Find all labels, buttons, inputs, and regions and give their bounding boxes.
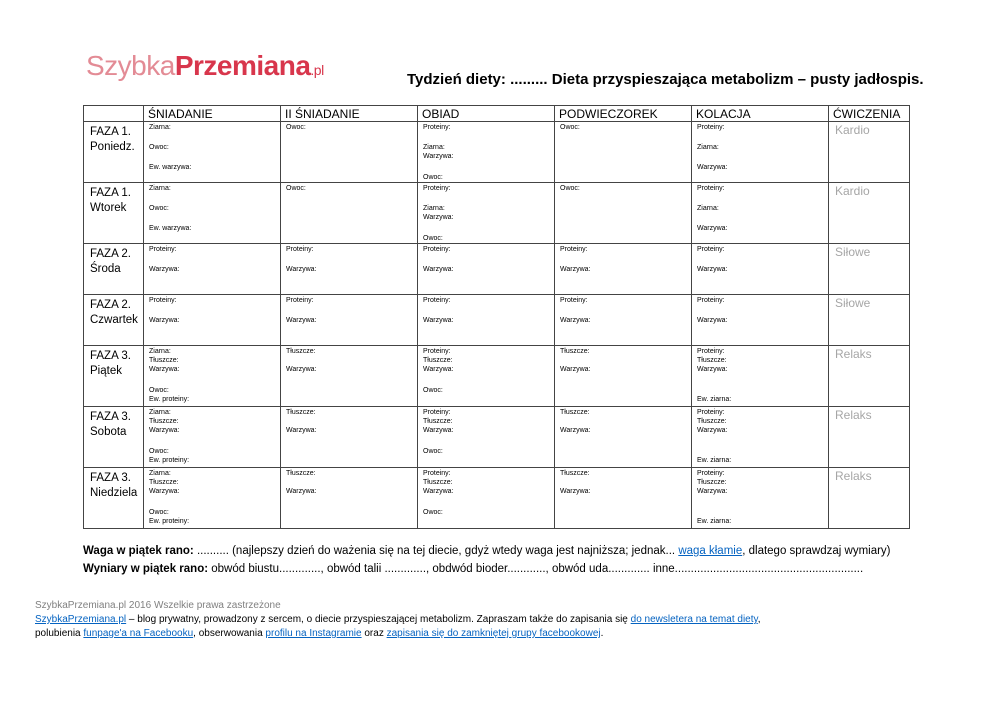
meal-field-label: Warzywa:: [697, 488, 728, 495]
day-row: [84, 244, 910, 295]
meal-field-label: Proteiny:: [286, 297, 314, 304]
footer-line-2: [35, 628, 603, 639]
meal-cell[interactable]: [555, 295, 692, 346]
day-row: [84, 183, 910, 244]
meal-field-label: Owoc:: [560, 185, 580, 192]
phase-label: FAZA 2.: [90, 299, 131, 311]
meal-cell[interactable]: [418, 468, 555, 529]
meal-field-label: Warzywa:: [697, 164, 728, 171]
meal-field-label: Owoc:: [286, 185, 306, 192]
meal-field-label: Ziarna:: [423, 144, 445, 151]
meal-field-label: Proteiny:: [697, 348, 725, 355]
meal-field-label: Proteiny:: [697, 297, 725, 304]
meal-field-label: Tłuszcze:: [423, 479, 453, 486]
meal-cell[interactable]: [281, 183, 418, 244]
meal-cell[interactable]: [692, 346, 829, 407]
meal-field-label: Warzywa:: [560, 266, 591, 273]
measures-label: Wyniary w piątek rano:: [83, 563, 209, 575]
meal-field-label: Owoc:: [149, 509, 169, 516]
meal-field-label: Ew. proteiny:: [149, 457, 190, 464]
meal-field-label: Proteiny:: [423, 246, 451, 253]
meal-field-label: Ziarna:: [149, 185, 171, 192]
meal-field-label: Warzywa:: [560, 427, 591, 434]
meal-cell[interactable]: [555, 122, 692, 183]
meal-field-label: Warzywa:: [697, 225, 728, 232]
meal-cell[interactable]: [418, 346, 555, 407]
meal-field-label: Tłuszcze:: [149, 479, 179, 486]
meal-field-label: Tłuszcze:: [697, 479, 727, 486]
footer-text: oraz: [361, 628, 387, 639]
group-link[interactable]: zapisania się do zamkniętej grupy facebookowej: [386, 628, 601, 639]
meal-field-label: Tłuszcze:: [560, 348, 590, 355]
meal-cell[interactable]: [555, 346, 692, 407]
meal-cell[interactable]: [418, 183, 555, 244]
meal-cell[interactable]: [418, 407, 555, 468]
meal-field-label: Owoc:: [149, 387, 169, 394]
meal-cell[interactable]: [144, 183, 281, 244]
day-row: [84, 295, 910, 346]
meal-field-label: Proteiny:: [286, 246, 314, 253]
meal-field-label: Warzywa:: [697, 317, 728, 324]
meal-cell[interactable]: [555, 183, 692, 244]
meal-field-label: Proteiny:: [423, 348, 451, 355]
meal-cell[interactable]: [144, 244, 281, 295]
meal-field-label: Warzywa:: [697, 366, 728, 373]
measures-line: [83, 563, 863, 575]
meal-cell[interactable]: [144, 295, 281, 346]
meal-field-label: Owoc:: [423, 174, 443, 181]
meal-cell[interactable]: [281, 122, 418, 183]
logo-part-2: Przemiana: [174, 50, 311, 81]
meal-field-label: Proteiny:: [149, 297, 177, 304]
meal-field-label: Tłuszcze:: [697, 357, 727, 364]
meal-field-label: Tłuszcze:: [697, 418, 727, 425]
day-label: Środa: [90, 263, 121, 275]
exercise-cell: Relaks: [829, 346, 910, 407]
meal-field-label: Ziarna:: [149, 409, 171, 416]
exercise-cell: Relaks: [829, 468, 910, 529]
phase-label: FAZA 3.: [90, 411, 131, 423]
meal-field-label: Owoc:: [423, 448, 443, 455]
meal-field-label: Owoc:: [286, 124, 306, 131]
instagram-link[interactable]: profilu na Instagramie: [265, 628, 362, 639]
meal-cell[interactable]: [144, 346, 281, 407]
meal-cell[interactable]: [144, 468, 281, 529]
facebook-link[interactable]: funpage'a na Facebooku: [83, 628, 194, 639]
exercise-cell: Relaks: [829, 407, 910, 468]
meal-cell[interactable]: [418, 295, 555, 346]
meal-field-label: Warzywa:: [560, 317, 591, 324]
phase-label: FAZA 1.: [90, 187, 131, 199]
meal-field-label: Warzywa:: [423, 427, 454, 434]
meal-cell[interactable]: [555, 468, 692, 529]
footer-text: – blog prywatny, prowadzony z sercem, o diecie przyspieszającej metabolizm. Zapraszam także do zapisania się: [126, 614, 631, 625]
meal-field-label: Tłuszcze:: [286, 470, 316, 477]
meal-field-label: Proteiny:: [423, 185, 451, 192]
meal-field-label: Tłuszcze:: [423, 418, 453, 425]
meal-field-label: Warzywa:: [423, 366, 454, 373]
meal-field-label: Warzywa:: [423, 317, 454, 324]
meal-field-label: Tłuszcze:: [286, 409, 316, 416]
meal-cell[interactable]: [281, 295, 418, 346]
weight-link[interactable]: waga kłamie: [678, 545, 743, 557]
meal-field-label: Ziarna:: [149, 470, 171, 477]
meal-cell[interactable]: [692, 295, 829, 346]
meal-cell[interactable]: [692, 244, 829, 295]
day-cell: [84, 295, 144, 346]
meal-field-label: Ew. proteiny:: [149, 518, 190, 525]
phase-label: FAZA 1.: [90, 126, 131, 138]
meal-cell[interactable]: [281, 244, 418, 295]
meal-cell[interactable]: [418, 122, 555, 183]
meal-field-label: Warzywa:: [286, 488, 317, 495]
meal-cell[interactable]: [692, 407, 829, 468]
footer-text: polubienia: [35, 628, 84, 639]
column-header: II ŚNIADANIE: [281, 106, 418, 122]
day-row: [84, 407, 910, 468]
site-link[interactable]: SzybkaPrzemiana.pl: [35, 614, 127, 625]
meal-field-label: Warzywa:: [560, 366, 591, 373]
exercise-cell: Kardio: [829, 122, 910, 183]
weight-text: .......... (najlepszy dzień do ważenia się na tej diecie, gdyż wtedy waga jest najniższa; jednak...: [193, 545, 679, 557]
meal-cell[interactable]: [692, 122, 829, 183]
meal-field-label: Warzywa:: [423, 266, 454, 273]
meal-field-label: Ew. warzywa:: [149, 225, 192, 232]
day-row: [84, 468, 910, 529]
day-cell: [84, 183, 144, 244]
column-header: ŚNIADANIE: [144, 106, 281, 122]
phase-label: FAZA 3.: [90, 350, 131, 362]
meal-cell[interactable]: [555, 407, 692, 468]
footer-text: , obserwowania: [193, 628, 266, 639]
day-cell: [84, 407, 144, 468]
meal-field-label: Ew. ziarna:: [697, 457, 732, 464]
meal-cell[interactable]: [281, 346, 418, 407]
meal-field-label: Tłuszcze:: [149, 357, 179, 364]
day-label: Czwartek: [90, 314, 138, 326]
day-cell: [84, 468, 144, 529]
footer-line-1: [35, 614, 761, 625]
meal-field-label: Tłuszcze:: [149, 418, 179, 425]
meal-field-label: Warzywa:: [423, 214, 454, 221]
meal-cell[interactable]: [281, 468, 418, 529]
column-header: ĆWICZENIA: [829, 106, 910, 122]
day-label: Wtorek: [90, 202, 127, 214]
meal-field-label: Proteiny:: [697, 185, 725, 192]
meal-field-label: Owoc:: [560, 124, 580, 131]
meal-field-label: Warzywa:: [423, 153, 454, 160]
weight-line: [83, 545, 891, 557]
meal-cell[interactable]: [692, 183, 829, 244]
meal-field-label: Warzywa:: [149, 366, 180, 373]
meal-field-label: Proteiny:: [423, 297, 451, 304]
meal-field-label: Warzywa:: [560, 488, 591, 495]
meal-field-label: Proteiny:: [560, 246, 588, 253]
day-label: Sobota: [90, 426, 127, 438]
meal-field-label: Proteiny:: [697, 246, 725, 253]
exercise-cell: Siłowe: [829, 244, 910, 295]
meal-field-label: Proteiny:: [697, 409, 725, 416]
page-title: Tydzień diety: ......... Dieta przyspieszająca metabolizm – pusty jadłospis.: [407, 71, 924, 88]
meal-field-label: Warzywa:: [697, 266, 728, 273]
meal-field-label: Owoc:: [149, 205, 169, 212]
exercise-cell: Siłowe: [829, 295, 910, 346]
footer-text: .: [600, 628, 604, 639]
meal-field-label: Warzywa:: [149, 266, 180, 273]
meal-field-label: Proteiny:: [423, 409, 451, 416]
meal-field-label: Tłuszcze:: [286, 348, 316, 355]
meal-field-label: Proteiny:: [149, 246, 177, 253]
logo: [86, 50, 324, 82]
column-header: KOLACJA: [692, 106, 829, 122]
meal-field-label: Warzywa:: [149, 317, 180, 324]
meal-field-label: Proteiny:: [423, 470, 451, 477]
meal-plan-table: [83, 105, 910, 529]
day-cell: [84, 244, 144, 295]
meal-field-label: Ziarna:: [149, 124, 171, 131]
meal-field-label: Warzywa:: [286, 317, 317, 324]
meal-field-label: Ew. ziarna:: [697, 396, 732, 403]
meal-field-label: Ziarna:: [423, 205, 445, 212]
footer-text: ,: [757, 614, 761, 625]
meal-cell[interactable]: [144, 122, 281, 183]
meal-field-label: Owoc:: [423, 387, 443, 394]
meal-field-label: Warzywa:: [423, 488, 454, 495]
meal-field-label: Tłuszcze:: [423, 357, 453, 364]
meal-field-label: Proteiny:: [560, 297, 588, 304]
meal-field-label: Warzywa:: [286, 266, 317, 273]
logo-part-3: .pl: [310, 62, 324, 78]
header-row: [84, 106, 910, 122]
meal-field-label: Warzywa:: [149, 427, 180, 434]
meal-field-label: Warzywa:: [149, 488, 180, 495]
meal-cell[interactable]: [281, 407, 418, 468]
day-label: Poniedz.: [90, 141, 135, 153]
phase-label: FAZA 2.: [90, 248, 131, 260]
meal-field-label: Proteiny:: [697, 124, 725, 131]
weight-label: Waga w piątek rano:: [83, 545, 194, 557]
meal-field-label: Warzywa:: [697, 427, 728, 434]
copyright: SzybkaPrzemiana.pl 2016 Wszelkie prawa zastrzeżone: [35, 600, 281, 611]
meal-field-label: Ew. proteiny:: [149, 396, 190, 403]
weight-text-2: , dlatego sprawdzaj wymiary): [742, 545, 891, 557]
day-label: Piątek: [90, 365, 122, 377]
meal-cell[interactable]: [418, 244, 555, 295]
column-header: PODWIECZOREK: [555, 106, 692, 122]
meal-field-label: Warzywa:: [286, 427, 317, 434]
meal-field-label: Proteiny:: [423, 124, 451, 131]
meal-field-label: Owoc:: [149, 144, 169, 151]
exercise-cell: Kardio: [829, 183, 910, 244]
measures-text: obwód biustu............., obwód talii ............., obdwód bioder............, obwód uda............. inne...........................................................: [208, 563, 864, 575]
meal-field-label: Ew. ziarna:: [697, 518, 732, 525]
meal-field-label: Ziarna:: [697, 205, 719, 212]
meal-cell[interactable]: [555, 244, 692, 295]
column-header: OBIAD: [418, 106, 555, 122]
meal-field-label: Tłuszcze:: [560, 409, 590, 416]
meal-cell[interactable]: [144, 407, 281, 468]
meal-field-label: Ziarna:: [149, 348, 171, 355]
day-row: [84, 346, 910, 407]
day-cell: [84, 346, 144, 407]
logo-part-1: Szybka: [86, 50, 175, 81]
phase-label: FAZA 3.: [90, 472, 131, 484]
meal-cell[interactable]: [692, 468, 829, 529]
meal-field-label: Ew. warzywa:: [149, 164, 192, 171]
day-cell: [84, 122, 144, 183]
day-row: [84, 122, 910, 183]
meal-field-label: Owoc:: [423, 235, 443, 242]
day-label: Niedziela: [90, 487, 138, 499]
header-blank: [84, 106, 144, 122]
newsletter-link[interactable]: do newsletera na temat diety: [630, 614, 758, 625]
meal-field-label: Owoc:: [149, 448, 169, 455]
meal-field-label: Warzywa:: [286, 366, 317, 373]
meal-field-label: Tłuszcze:: [560, 470, 590, 477]
meal-field-label: Proteiny:: [697, 470, 725, 477]
meal-field-label: Owoc:: [423, 509, 443, 516]
meal-field-label: Ziarna:: [697, 144, 719, 151]
